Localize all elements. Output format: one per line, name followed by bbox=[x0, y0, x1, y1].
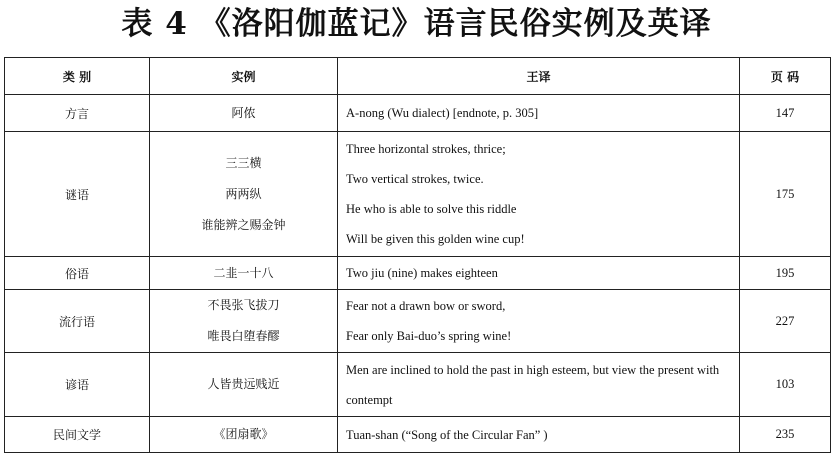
category-cell: 谜语 bbox=[5, 132, 150, 257]
translation-line: Men are inclined to hold the past in high esteem, but view the present with bbox=[346, 362, 720, 377]
page-cell: 227 bbox=[740, 290, 831, 353]
example-cell bbox=[150, 290, 338, 353]
translation-line: Fear not a drawn bow or sword, bbox=[346, 299, 506, 313]
table-row bbox=[5, 132, 831, 257]
table-row bbox=[5, 290, 831, 353]
example-line: 《团扇歌》 bbox=[213, 427, 274, 441]
example-line: 唯畏白堕春醪 bbox=[207, 329, 280, 343]
translation-line: Three horizontal strokes, thrice; bbox=[346, 142, 506, 156]
translation-cell bbox=[338, 257, 740, 290]
category-cell: 俗语 bbox=[5, 257, 150, 290]
example-cell bbox=[150, 353, 338, 417]
page-cell: 235 bbox=[740, 417, 831, 453]
example-line: 阿侬 bbox=[231, 105, 256, 120]
translation-line: Fear only Bai-duo’s spring wine! bbox=[346, 329, 512, 343]
header-category: 类 别 bbox=[5, 58, 150, 95]
example-line: 两两纵 bbox=[225, 186, 262, 201]
translation-line: Two vertical strokes, twice. bbox=[346, 172, 484, 186]
header-page: 页 码 bbox=[740, 58, 831, 95]
translation-cell bbox=[338, 353, 740, 417]
page-cell: 195 bbox=[740, 257, 831, 290]
page-cell: 147 bbox=[740, 95, 831, 132]
table-row bbox=[5, 95, 831, 132]
translation-line: A-nong (Wu dialect) [endnote, p. 305] bbox=[346, 106, 539, 120]
translation-line: Tuan-shan (“Song of the Circular Fan” ) bbox=[346, 427, 548, 442]
example-line: 三三横 bbox=[225, 155, 262, 170]
translation-cell bbox=[338, 290, 740, 353]
page-cell: 103 bbox=[740, 353, 831, 417]
translation-cell bbox=[338, 132, 740, 257]
category-cell: 谚语 bbox=[5, 353, 150, 417]
header-example: 实例 bbox=[150, 58, 338, 95]
category-cell: 方言 bbox=[5, 95, 150, 132]
folklore-table bbox=[4, 57, 831, 453]
example-cell bbox=[150, 417, 338, 453]
translation-cell bbox=[338, 417, 740, 453]
translation-line: He who is able to solve this riddle bbox=[346, 202, 517, 216]
translation-line: contempt bbox=[346, 392, 393, 407]
category-cell: 民间文学 bbox=[5, 417, 150, 453]
table-row bbox=[5, 417, 831, 453]
header-row bbox=[5, 58, 831, 95]
example-line: 人皆贵远贱近 bbox=[207, 377, 280, 391]
page-cell: 175 bbox=[740, 132, 831, 257]
category-cell: 流行语 bbox=[5, 290, 150, 353]
example-line: 谁能辨之赐金钟 bbox=[201, 217, 286, 232]
example-cell bbox=[150, 95, 338, 132]
translation-line: Will be given this golden wine cup! bbox=[346, 232, 525, 246]
table-title: 表 4 《洛阳伽蓝记》语言民俗实例及英译 bbox=[121, 6, 712, 42]
translation-line: Two jiu (nine) makes eighteen bbox=[346, 266, 498, 280]
translation-cell bbox=[338, 95, 740, 132]
example-cell bbox=[150, 257, 338, 290]
example-line: 不畏张飞拔刀 bbox=[207, 298, 280, 312]
table-row bbox=[5, 257, 831, 290]
example-cell bbox=[150, 132, 338, 257]
example-line: 二韭一十八 bbox=[213, 265, 274, 280]
header-translation: 王译 bbox=[338, 58, 740, 95]
table-row bbox=[5, 353, 831, 417]
